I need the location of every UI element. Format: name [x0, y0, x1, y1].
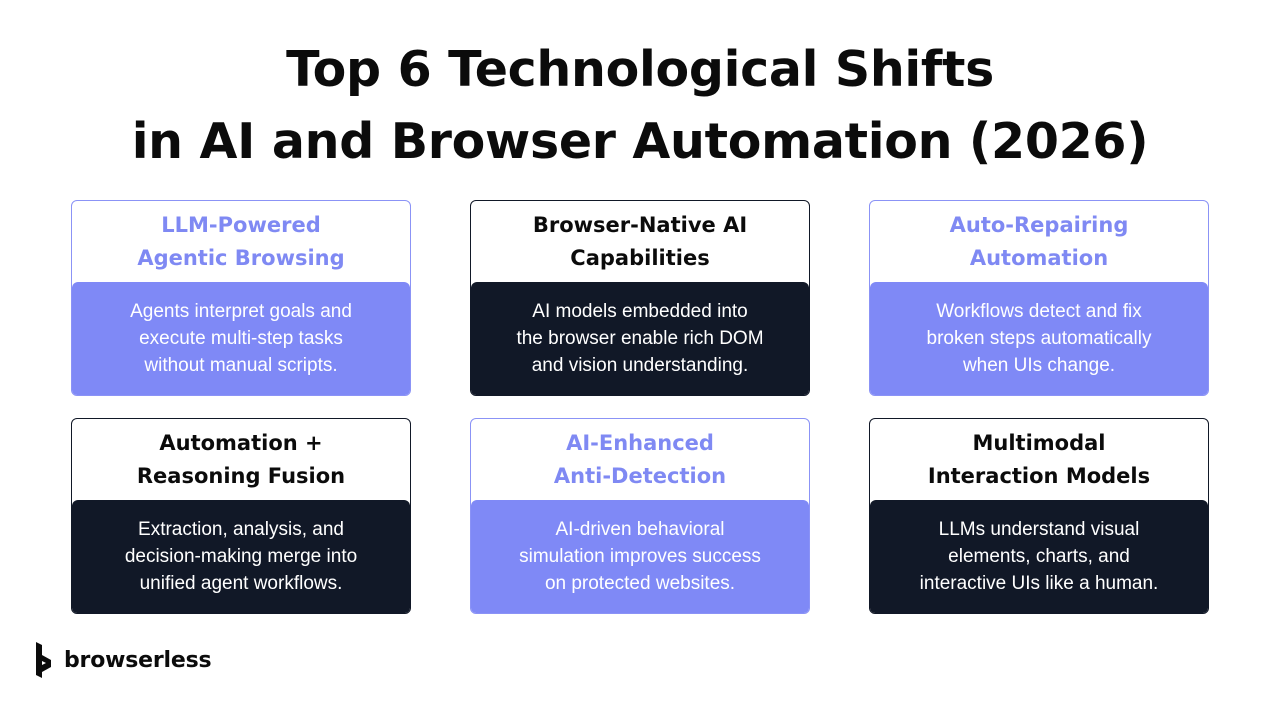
- brand-logo: [34, 640, 211, 680]
- browserless-logo-icon: [34, 641, 56, 679]
- card-browser-native-ai-capabilities: [470, 200, 810, 396]
- card-description: Extraction, analysis, and decision-making merge into unified agent workflows.: [72, 500, 410, 613]
- card-automation-reasoning-fusion: [71, 418, 411, 614]
- page-title: [0, 34, 1280, 178]
- brand-name: browserless: [64, 647, 212, 673]
- card-title: Automation + Reasoning Fusion: [136, 431, 346, 488]
- card-title: Auto-Repairing Automation: [949, 213, 1129, 270]
- card-title: LLM-Powered Agentic Browsing: [137, 213, 345, 270]
- title-line-1: Top 6 Technological Shifts: [286, 41, 994, 98]
- card-description: Workflows detect and fix broken steps automatically when UIs change.: [870, 282, 1208, 395]
- card-ai-enhanced-anti-detection: [470, 418, 810, 614]
- card-title: AI-Enhanced Anti-Detection: [553, 431, 727, 488]
- title-line-2: in AI and Browser Automation (2026): [131, 113, 1149, 170]
- card-title: Multimodal Interaction Models: [927, 431, 1151, 488]
- card-description: AI-driven behavioral simulation improves success on protected websites.: [471, 500, 809, 613]
- card-title: Browser-Native AI Capabilities: [532, 213, 748, 270]
- card-llm-powered-agentic-browsing: [71, 200, 411, 396]
- card-description: AI models embedded into the browser enable rich DOM and vision understanding.: [471, 282, 809, 395]
- card-description: Agents interpret goals and execute multi-step tasks without manual scripts.: [72, 282, 410, 395]
- card-auto-repairing-automation: [869, 200, 1209, 396]
- card-multimodal-interaction-models: [869, 418, 1209, 614]
- card-description: LLMs understand visual elements, charts, and interactive UIs like a human.: [870, 500, 1208, 613]
